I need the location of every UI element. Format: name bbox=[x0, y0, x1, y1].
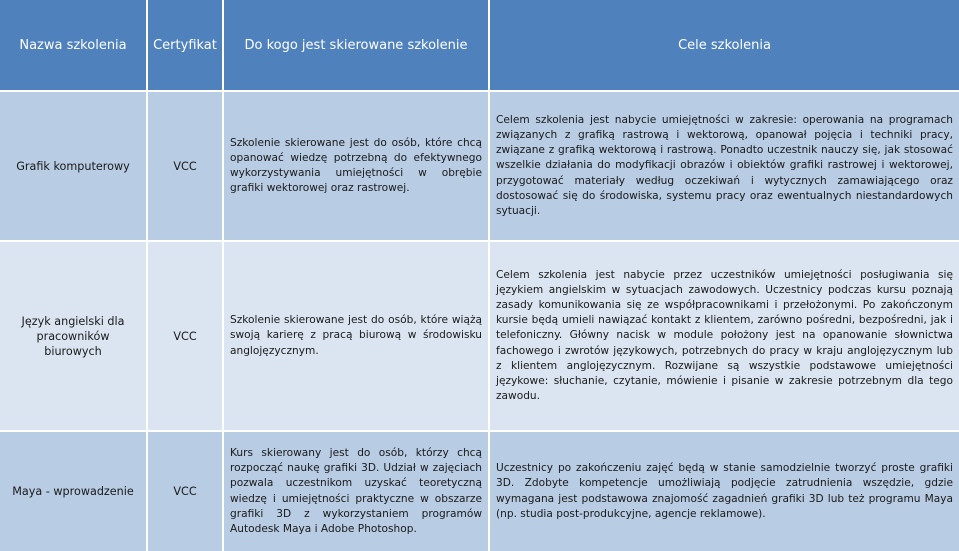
header-target: Do kogo jest skierowane szkolenie bbox=[224, 0, 488, 90]
row-1-goals bbox=[490, 92, 959, 240]
row-3-goals-text: Uczestnicy po zakończeniu zajęć będą w stanie samodzielnie tworzyć proste grafiki 3D. Zdobyte kompetencje umożliwiają podjęcie zatrudnienia wszędzie, gdzie wymagana jest podstawowa znajomość zagadnień grafiki 3D lub też programu Maya (np. studia post-produkcyjne, agencje reklamowe). bbox=[496, 462, 953, 520]
row-3-target-text: Kurs skierowany jest do osób, którzy chcą rozpocząć naukę grafiki 3D. Udział w zajęciach pozwala uczestnikom uzyskać teoretyczną wiedzę i umiejętności praktyczne w obszarze grafiki 3D z wykorzystaniem programów Autodesk Maya i Adobe Photoshop. bbox=[230, 446, 482, 535]
row-2-certificate: VCC bbox=[148, 242, 222, 430]
header-certificate: Certyfikat bbox=[148, 0, 222, 90]
row-3-target bbox=[224, 432, 488, 551]
row-2-goals bbox=[490, 242, 959, 430]
row-1-certificate: VCC bbox=[148, 92, 222, 240]
row-1-name: Grafik komputerowy bbox=[0, 92, 146, 240]
row-3-name: Maya - wprowadzenie bbox=[0, 432, 146, 551]
row-2-target bbox=[224, 242, 488, 430]
header-goals: Cele szkolenia bbox=[490, 0, 959, 90]
header-name: Nazwa szkolenia bbox=[0, 0, 146, 90]
row-1-goals-text: Celem szkolenia jest nabycie umiejętności w zakresie: operowania na programach związanych z grafiką rastrową i wektorową, opanował pojęcia i techniki pracy, związane z grafiką wektorową i rastrową. Ponadto uczestnik nauczy się, jak stosować wszelkie działania do modyfikacji obrazów i obiektów grafiki rastrowej i wektorowej, przygotować materiały według oczekiwań i wytycznych zamawiającego oraz dostosować się do środowiska, systemu pracy oraz ewentualnych niestandardowych sytuacji. bbox=[496, 113, 953, 217]
row-2-name: Język angielski dla pracowników biurowych bbox=[0, 242, 146, 430]
row-2-goals-text: Celem szkolenia jest nabycie przez uczestników umiejętności posługiwania się językiem angielskim w sytuacjach zawodowych. Uczestnicy podczas kursu poznają zasady komunikowania się ze współpracownikami i przełożonymi. Po zakończonym kursie będą umieli nawiązać kontakt z klientem, zarówno pośredni, bezpośredni, jak i telefoniczny. Główny nacisk w module położony jest na opanowanie słownictwa fachowego i zwrotów językowych, potrzebnych do pracy w kraju anglojęzycznym lub z klientem anglojęzycznym. Rozwijane są wszystkie podstawowe umiejętności językowe: słuchanie, czytanie, mówienie i pisanie w zakresie potrzebnym dla tego zawodu. bbox=[496, 268, 953, 403]
row-1-target bbox=[224, 92, 488, 240]
row-1-target-text: Szkolenie skierowane jest do osób, które chcą opanować wiedzę potrzebną do efektywnego wykorzystywania umiejętności w obrębie grafiki wektorowej oraz rastrowej. bbox=[230, 136, 482, 195]
row-3-certificate: VCC bbox=[148, 432, 222, 551]
row-3-goals bbox=[490, 432, 959, 551]
row-2-target-text: Szkolenie skierowane jest do osób, które wiążą swoją karierę z pracą biurową w środowisku anglojęzycznym. bbox=[230, 314, 482, 357]
